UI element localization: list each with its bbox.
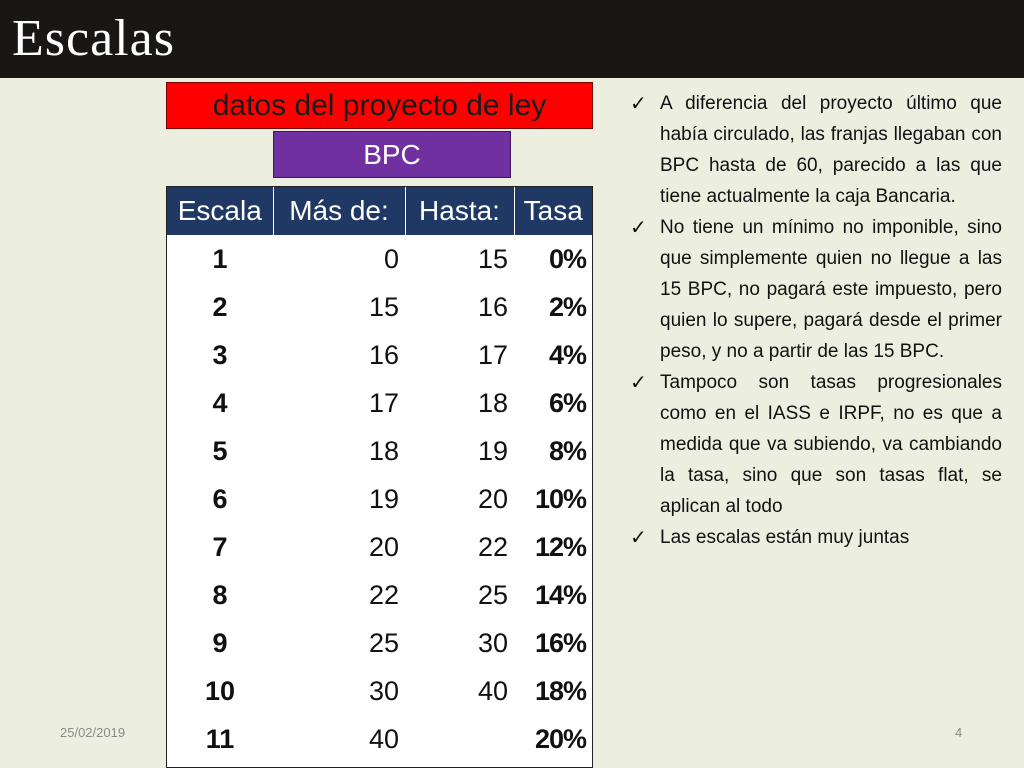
cell-escala: 6 — [212, 483, 228, 514]
table-row — [167, 283, 592, 331]
cell-mas-de: 40 — [368, 723, 399, 754]
cell-mas-de: 22 — [368, 579, 399, 610]
cell-mas-de: 25 — [368, 627, 399, 658]
bill-data-banner: datos del proyecto de ley — [166, 82, 593, 129]
cell-tasa: 4% — [548, 339, 586, 370]
checkmark-icon: ✓ — [630, 370, 647, 394]
cell-hasta: 25 — [477, 579, 508, 610]
cell-mas-de: 19 — [368, 483, 399, 514]
table-row — [167, 379, 592, 427]
cell-escala: 3 — [212, 339, 228, 370]
cell-tasa: 20% — [534, 723, 586, 754]
cell-mas-de: 0 — [383, 243, 399, 274]
page-number: 4 — [955, 725, 963, 740]
cell-mas-de: 15 — [368, 291, 399, 322]
bullet-text: No tiene un mínimo no imponible, sino que simplemente quien no llegue a las 15 BPC, no pagará este impuesto, pero quien lo supere, pagará desde el primer peso, y no a partir de las 15 BPC. — [660, 217, 1002, 362]
checkmark-icon: ✓ — [630, 91, 647, 115]
cell-mas-de: 16 — [368, 339, 399, 370]
cell-escala: 5 — [212, 435, 228, 466]
cell-hasta: 20 — [477, 483, 508, 514]
cell-hasta: 22 — [477, 531, 508, 562]
cell-escala: 8 — [212, 579, 228, 610]
table-row — [167, 427, 592, 475]
table-row — [167, 619, 592, 667]
list-item — [628, 367, 1002, 522]
table-row — [167, 235, 592, 283]
cell-hasta: 18 — [477, 387, 508, 418]
footer-date: 25/02/2019 — [60, 725, 126, 740]
table-row — [167, 331, 592, 379]
bullet-text: Las escalas están muy juntas — [660, 527, 910, 548]
cell-hasta — [405, 715, 514, 763]
list-item — [628, 522, 1002, 553]
cell-hasta: 30 — [477, 627, 508, 658]
header-tasa: Tasa — [514, 187, 592, 235]
page-title: Escalas — [12, 10, 175, 67]
header-escala: Escala — [167, 187, 273, 235]
checkmark-icon: ✓ — [630, 215, 647, 239]
list-item — [628, 88, 1002, 212]
cell-tasa: 12% — [534, 531, 586, 562]
bpc-banner: BPC — [273, 131, 511, 178]
scales-table — [166, 186, 593, 768]
cell-escala: 4 — [212, 387, 228, 418]
table-row — [167, 667, 592, 715]
bullet-text: A diferencia del proyecto último que había circulado, las franjas llegaban con BPC hasta de 60, parecido a las que tiene actualmente la caja Bancaria. — [660, 93, 1002, 207]
cell-tasa: 18% — [534, 675, 586, 706]
cell-tasa: 2% — [548, 291, 586, 322]
cell-mas-de: 18 — [368, 435, 399, 466]
cell-escala: 10 — [204, 675, 236, 706]
cell-hasta: 17 — [477, 339, 508, 370]
list-item — [628, 212, 1002, 367]
table-row — [167, 475, 592, 523]
cell-escala: 11 — [205, 723, 235, 754]
cell-tasa: 10% — [534, 483, 586, 514]
table-row — [167, 523, 592, 571]
bullet-text: Tampoco son tasas progresionales como en el IASS e IRPF, no es que a medida que va subiendo, va cambiando la tasa, sino que son tasas flat, se aplican al todo — [660, 372, 1002, 517]
cell-tasa: 0% — [548, 243, 586, 274]
table-row — [167, 715, 592, 763]
cell-escala: 1 — [212, 243, 228, 274]
cell-hasta: 16 — [477, 291, 508, 322]
cell-mas-de: 17 — [368, 387, 399, 418]
cell-escala: 9 — [212, 627, 228, 658]
checkmark-icon: ✓ — [630, 525, 647, 549]
cell-tasa: 6% — [548, 387, 586, 418]
table-header-row — [167, 187, 592, 235]
notes-list — [628, 88, 1002, 553]
cell-tasa: 8% — [548, 435, 586, 466]
cell-hasta: 40 — [477, 675, 508, 706]
cell-hasta: 19 — [477, 435, 508, 466]
cell-escala: 7 — [212, 531, 228, 562]
header-hasta: Hasta: — [405, 187, 514, 235]
cell-tasa: 14% — [534, 579, 586, 610]
cell-mas-de: 30 — [368, 675, 399, 706]
cell-escala: 2 — [212, 291, 228, 322]
title-bar — [0, 0, 1024, 78]
header-mas-de: Más de: — [273, 187, 405, 235]
cell-mas-de: 20 — [368, 531, 399, 562]
cell-hasta: 15 — [477, 243, 508, 274]
cell-tasa: 16% — [534, 627, 586, 658]
table-row — [167, 571, 592, 619]
